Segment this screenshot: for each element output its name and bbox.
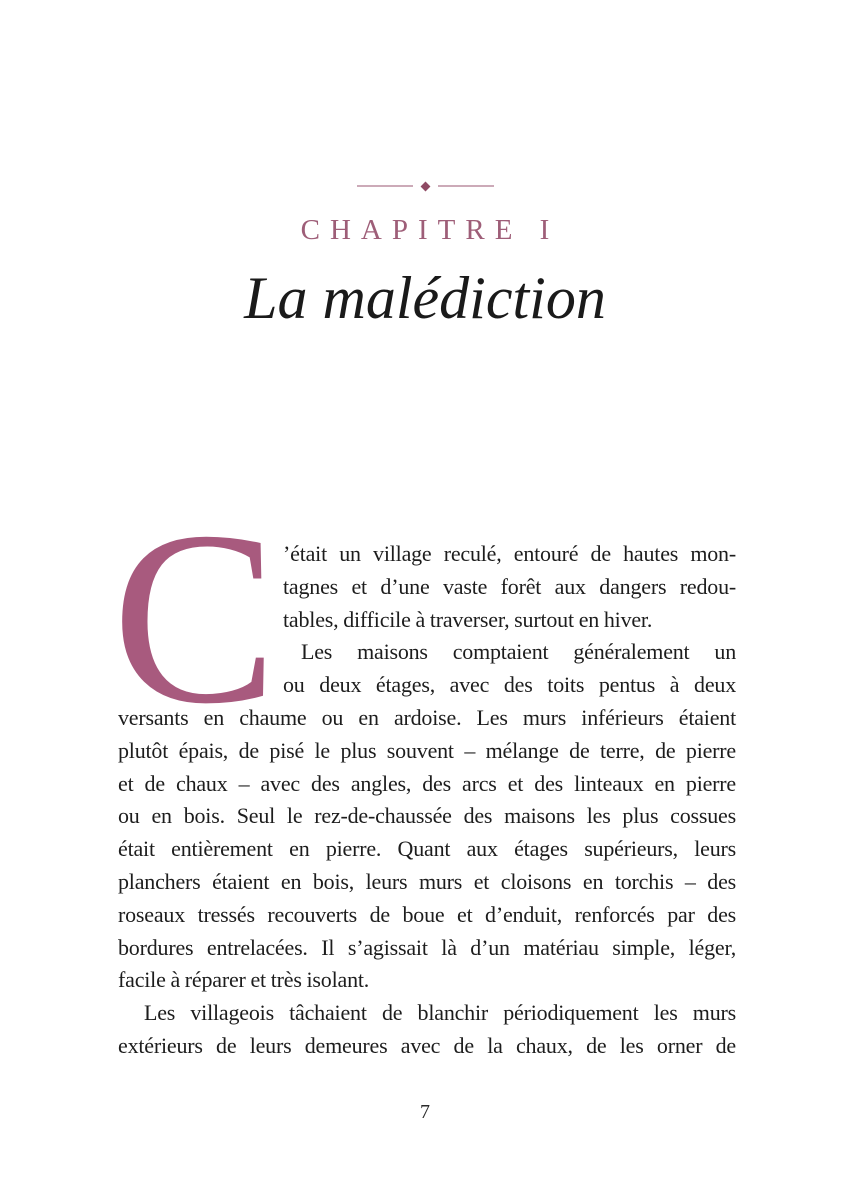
text-line: planchers étaient en bois, leurs murs et cloisons en torchis – des	[118, 868, 736, 894]
text-line: extérieurs de leurs demeures avec de la chaux, de les orner de	[118, 1032, 736, 1058]
text-line: ou en bois. Seul le rez-de-chaussée des maisons les plus cossues	[118, 803, 736, 829]
text-line: facile à réparer et très isolant.	[118, 967, 370, 993]
text-line: plutôt épais, de pisé le plus souvent – mélange de terre, de pierre	[118, 737, 736, 763]
ornament-line-left	[357, 185, 413, 187]
chapter-title: La malédiction	[244, 265, 606, 331]
text-line: ’était un village reculé, entouré de hautes mon-	[283, 541, 736, 566]
body-text	[112, 480, 736, 1063]
text-line: tables, difficile à traverser, surtout en hiver.	[283, 606, 653, 632]
text-line: bordures entrelacées. Il s’agissait là d’un matériau simple, léger,	[118, 934, 736, 960]
text-line: et de chaux – avec des angles, des arcs et des linteaux en pierre	[118, 770, 736, 796]
chapter-kicker: CHAPITRE I	[300, 214, 560, 246]
ornament-line-right	[438, 185, 494, 187]
text-line: tagnes et d’une vaste forêt aux dangers redou-	[283, 573, 736, 599]
text-line: était entièrement en pierre. Quant aux étages supérieurs, leurs	[118, 836, 736, 862]
text-line: Les villageois tâchaient de blanchir périodiquement les murs	[144, 1000, 736, 1026]
text-line: Les maisons comptaient généralement un	[301, 639, 736, 665]
text-line: versants en chaume ou en ardoise. Les murs inférieurs étaient	[118, 704, 736, 730]
page-number: 7	[420, 1101, 430, 1123]
ornament-diamond-icon	[420, 181, 430, 191]
drop-cap: C	[112, 480, 278, 755]
text-line: roseaux tressés recouverts de boue et d’enduit, renforcés par des	[118, 901, 736, 927]
text-line: ou deux étages, avec des toits pentus à deux	[283, 672, 736, 698]
chapter-ornament	[0, 180, 850, 192]
